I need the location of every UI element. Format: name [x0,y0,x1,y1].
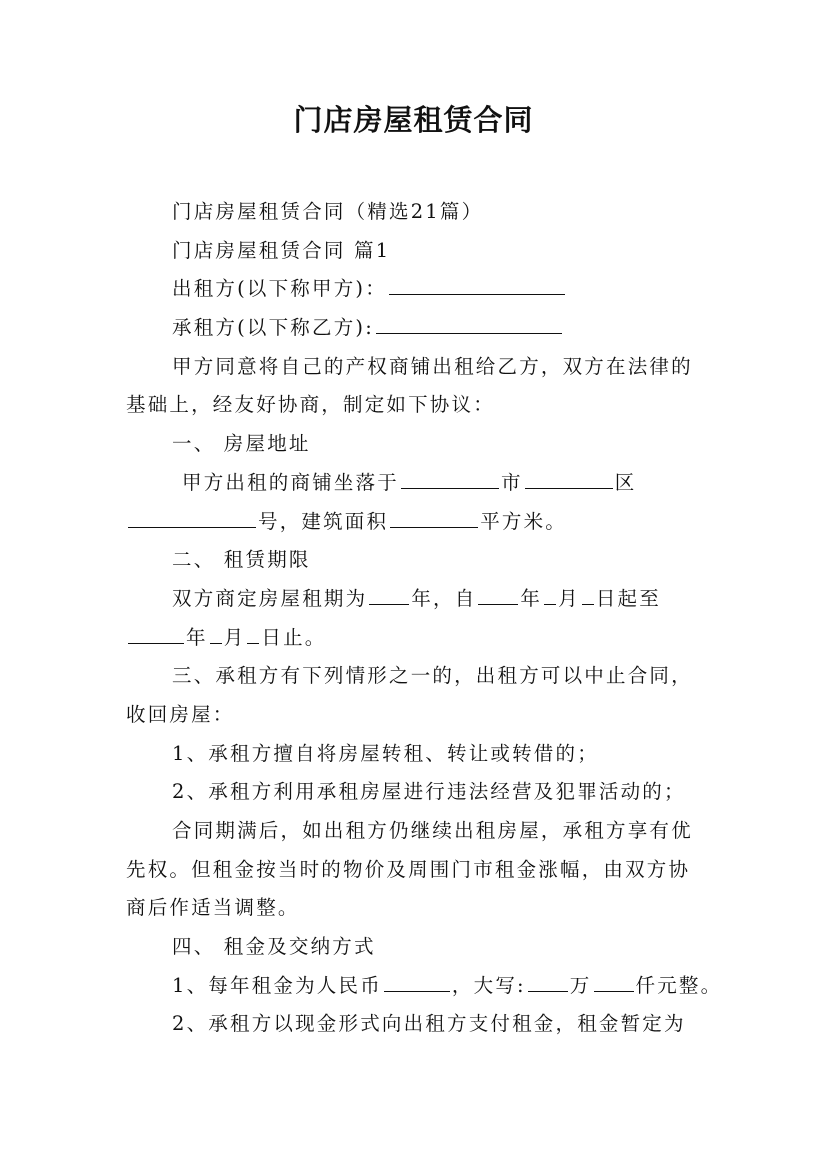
document-title: 门店房屋租赁合同 [293,103,534,137]
start-month-label: 月 [558,586,580,610]
rent-prefix: 1、每年租金为人民币 [172,973,382,997]
lessee-line [126,309,706,348]
term-from-label: 年，自 [411,586,477,610]
term-line-2 [126,619,706,658]
end-day-blank [247,621,259,644]
section-one-heading: 一、 房屋地址 [172,432,311,456]
start-year-label: 年 [520,586,543,610]
address-line-2 [126,503,706,542]
clause-2-line: 2、承租方利用承租房屋进行违法经营及犯罪活动的； [172,780,686,804]
renewal-line-3: 商后作适当调整。 [126,896,300,920]
term-line-1 [126,580,706,619]
section-heading-line: 门店房屋租赁合同 篇1 [172,238,391,262]
lessee-label: 承租方(以下称乙方): [172,316,374,340]
lessor-blank [389,272,565,295]
clause-1-line: 1、承租方擅自将房屋转租、转让或转借的； [172,741,599,765]
agreement-line-2: 基础上，经友好协商，制定如下协议： [126,393,495,417]
start-day-blank [582,582,594,605]
district-label: 区 [614,470,637,494]
end-year-blank [128,621,184,644]
renewal-line-2: 先权。但租金按当时的物价及周围门市租金涨幅，由双方协 [126,857,691,881]
lessor-line [126,270,706,309]
start-month-blank [544,582,556,605]
thousands-blank [594,969,634,992]
rent-words-label: ，大写: [451,973,526,997]
end-year-label: 年 [186,625,208,649]
ten-thousands-blank [528,969,568,992]
thousands-label: 仟元整。 [635,973,723,997]
area-blank [390,505,478,528]
term-prefix: 双方商定房屋租期为 [172,586,368,610]
end-day-label: 日止。 [261,625,327,649]
section-three-line-1: 三、承租方有下列情形之一的，出租方可以中止合同， [172,664,693,688]
address-prefix: 甲方出租的商铺坐落于 [182,470,400,494]
term-years-blank [369,582,409,605]
rent-amount-blank [384,969,450,992]
area-label: 号，建筑面积 [258,509,389,533]
end-month-blank [210,621,222,644]
start-day-label: 日起至 [595,586,661,610]
city-label: 市 [501,470,523,494]
subtitle-line: 门店房屋租赁合同（精选21篇） [172,200,484,223]
section-three-line-2: 收回房屋： [126,702,235,726]
renewal-line-1: 合同期满后，如出租方仍继续出租房屋，承租方享有优 [172,819,693,842]
end-month-label: 月 [223,625,246,649]
agreement-line-1: 甲方同意将自己的产权商铺出租给乙方，双方在法律的 [172,354,693,378]
document-body [126,193,723,1044]
area-unit-label: 平方米。 [480,509,568,533]
city-blank [401,466,499,489]
ten-thousands-label: 万 [569,973,592,997]
lessor-label: 出租方(以下称甲方)： [172,277,387,301]
address-line-1 [126,464,706,503]
lessee-blank [376,311,562,334]
section-four-heading: 四、 租金及交纳方式 [172,935,376,959]
number-blank [128,505,256,528]
rent-line-1 [126,967,723,1006]
start-year-blank [478,582,518,605]
section-two-heading: 二、 租赁期限 [172,548,311,572]
district-blank [525,466,613,489]
rent-line-2: 2、承租方以现金形式向出租方支付租金，租金暂定为 [172,1012,686,1036]
